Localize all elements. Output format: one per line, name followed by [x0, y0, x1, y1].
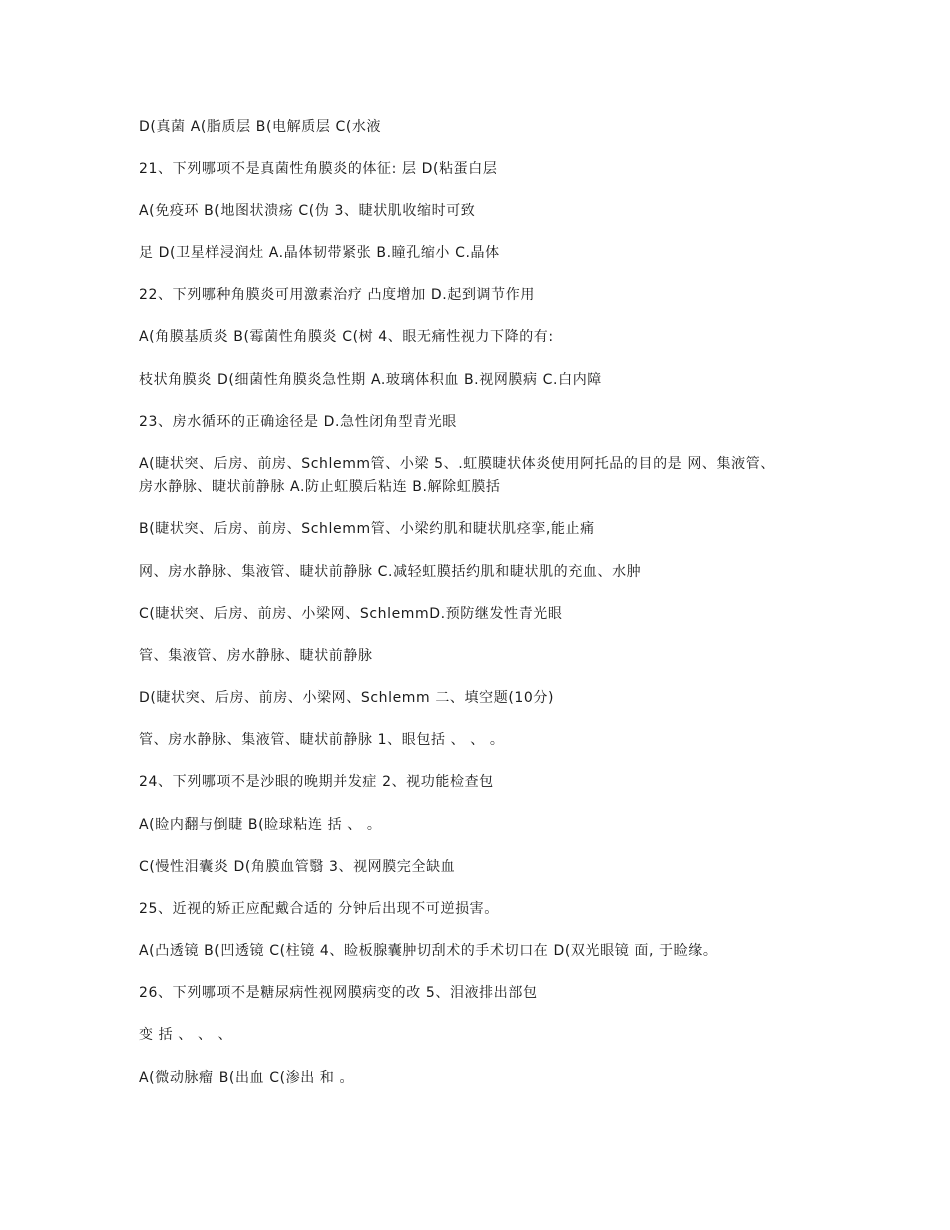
text-line: C(睫状突、后房、前房、小梁网、SchlemmD.预防继发性青光眼	[139, 606, 563, 622]
text-line: 枝状角膜炎 D(细菌性角膜炎急性期 A.玻璃体积血 B.视网膜病 C.白内障	[139, 372, 602, 388]
text-line: D(睫状突、后房、前房、小梁网、Schlemm 二、填空题(10分)	[139, 690, 555, 706]
text-line: A(睑内翻与倒睫 B(睑球粘连 括 、 。	[139, 817, 382, 833]
text-line: 足 D(卫星样浸润灶 A.晶体韧带紧张 B.瞳孔缩小 C.晶体	[139, 245, 500, 261]
text-line: A(凸透镜 B(凹透镜 C(柱镜 4、睑板腺囊肿切刮术的手术切口在 D(双光眼镜 面, 于睑缘。	[139, 943, 718, 959]
text-line: A(角膜基质炎 B(霉菌性角膜炎 C(树 4、眼无痛性视力下降的有:	[139, 329, 554, 345]
text-line: 23、房水循环的正确途径是 D.急性闭角型青光眼	[139, 414, 457, 430]
text-line: 24、下列哪项不是沙眼的晚期并发症 2、视功能检查包	[139, 774, 494, 790]
text-line: 网、房水静脉、集液管、睫状前静脉 C.减轻虹膜括约肌和睫状肌的充血、水肿	[139, 564, 642, 580]
text-line: B(睫状突、后房、前房、Schlemm管、小梁约肌和睫状肌痉挛,能止痛	[139, 521, 595, 537]
text-line: 26、下列哪项不是糖尿病性视网膜病变的改 5、泪液排出部包	[139, 985, 538, 1001]
text-line: D(真菌 A(脂质层 B(电解质层 C(水液	[139, 119, 382, 135]
text-line: 管、集液管、房水静脉、睫状前静脉	[139, 648, 373, 664]
text-line: C(慢性泪囊炎 D(角膜血管翳 3、视网膜完全缺血	[139, 859, 456, 875]
text-line: 房水静脉、睫状前静脉 A.防止虹膜后粘连 B.解除虹膜括	[139, 479, 501, 495]
text-line: A(微动脉瘤 B(出血 C(渗出 和 。	[139, 1070, 355, 1086]
text-line: 变 括 、 、 、	[139, 1027, 233, 1043]
text-line: A(免疫环 B(地图状溃疡 C(伪 3、睫状肌收缩时可致	[139, 203, 476, 219]
text-line: 25、近视的矫正应配戴合适的 分钟后出现不可逆损害。	[139, 901, 499, 917]
text-line: 管、房水静脉、集液管、睫状前静脉 1、眼包括 、 、 。	[139, 732, 505, 748]
text-line: 22、下列哪种角膜炎可用激素治疗 凸度增加 D.起到调节作用	[139, 287, 535, 303]
text-line: A(睫状突、后房、前房、Schlemm管、小梁 5、.虹膜睫状体炎使用阿托品的目的是 网、集液管、	[139, 456, 775, 472]
text-line: 21、下列哪项不是真菌性角膜炎的体征: 层 D(粘蛋白层	[139, 161, 498, 177]
